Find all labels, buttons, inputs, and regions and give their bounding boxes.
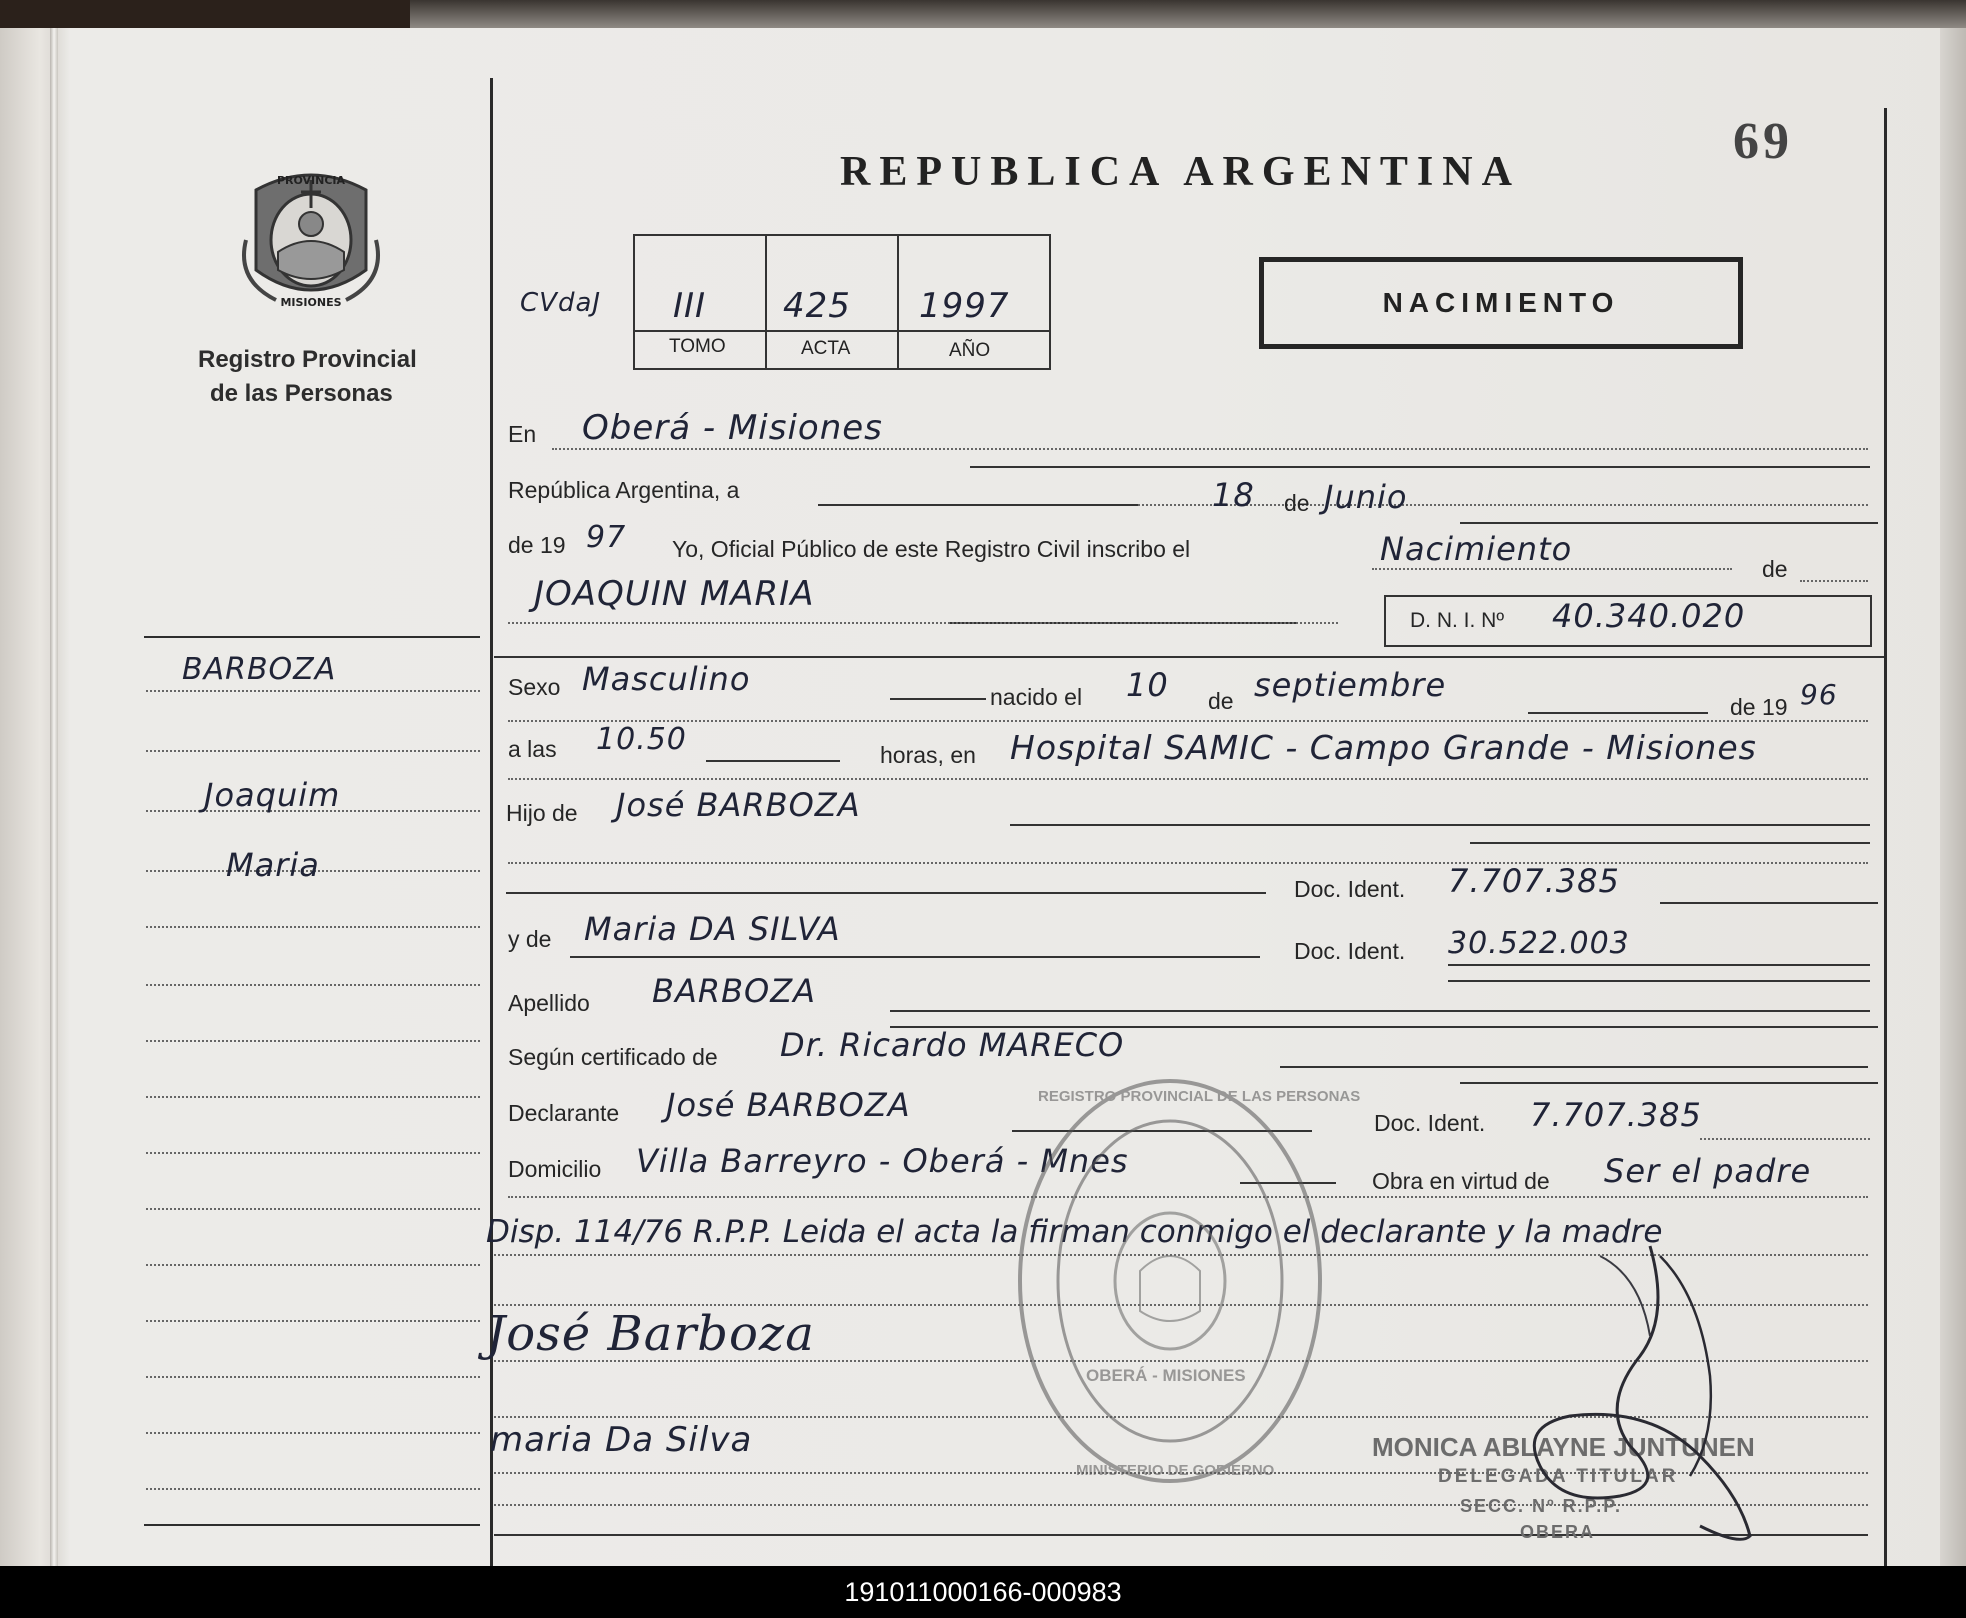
margin-rule — [144, 636, 480, 638]
sexo-rule — [890, 698, 986, 700]
official-name: MONICA ABLAYNE JUNTUNEN — [1372, 1432, 1755, 1462]
margin-line — [146, 1096, 480, 1098]
dni-box — [1384, 595, 1872, 647]
birth-year: 96 — [1800, 678, 1838, 711]
table-divider — [765, 236, 767, 368]
tomo-value: III — [673, 286, 707, 326]
dni-value: 40.340.020 — [1552, 597, 1746, 635]
en-value: Oberá - Misiones — [582, 408, 883, 448]
margin-line — [146, 1376, 480, 1378]
stamp-ring-text: REGISTRO PROVINCIAL DE LAS PERSONAS — [1038, 1088, 1361, 1105]
apellido-value: BARBOZA — [652, 972, 817, 1010]
birth-month-rule — [1528, 712, 1708, 714]
hour-value: 10.50 — [596, 722, 687, 757]
margin-line — [146, 750, 480, 752]
doctor-rule-2 — [1460, 1082, 1878, 1084]
stamp-bottom-text: MINISTERIO DE GOBIERNO — [1076, 1462, 1275, 1479]
yde-label: y de — [508, 926, 552, 952]
margin-line — [146, 1488, 480, 1490]
doc-label-2: Doc. Ident. — [1294, 938, 1406, 964]
mother-doc-rule — [1448, 964, 1870, 966]
mother-doc: 30.522.003 — [1448, 926, 1630, 961]
apellido-rule — [890, 1010, 1870, 1012]
doc-label-3: Doc. Ident. — [1374, 1110, 1486, 1136]
father-line — [508, 862, 1868, 864]
sexo-label: Sexo — [508, 674, 561, 700]
domicilio-value: Villa Barreyro - Oberá - Mnes — [636, 1142, 1129, 1180]
note-line: Disp. 114/76 R.P.P. Leida el acta la firman conmigo el declarante y la madre — [486, 1214, 1663, 1250]
en-rule — [970, 466, 1870, 468]
official-text: Yo, Oficial Público de este Registro Civil inscribo el — [672, 536, 1191, 562]
alas-label: a las — [508, 736, 557, 762]
father-doc-rule — [506, 892, 1266, 894]
right-vertical-rule — [1884, 108, 1887, 1568]
birth-month: septiembre — [1254, 666, 1447, 704]
mother-doc-rule-2 — [1448, 980, 1870, 982]
page-edge — [1940, 28, 1966, 1568]
margin-given-name-1: Joaquim — [204, 776, 341, 814]
month-value: Junio — [1324, 478, 1408, 516]
day-value: 18 — [1212, 476, 1255, 514]
margin-line — [146, 1264, 480, 1266]
margin-rule — [144, 1524, 480, 1526]
place-value: Hospital SAMIC - Campo Grande - Misiones — [1010, 728, 1757, 767]
name-value: JOAQUIN MARIA — [534, 574, 815, 614]
domicilio-label: Domicilio — [508, 1156, 602, 1182]
act-type-label: NACIMIENTO — [1382, 287, 1620, 318]
margin-line — [146, 984, 480, 986]
month-rule — [1460, 522, 1878, 524]
official-city: OBERA — [1520, 1522, 1596, 1542]
republica-label: República Argentina, a — [508, 477, 740, 503]
page-number: 69 — [1733, 113, 1793, 170]
margin-line — [146, 926, 480, 928]
act-line — [1372, 568, 1732, 570]
margin-line — [146, 690, 480, 692]
margin-given-name-2: Maria — [226, 846, 320, 884]
margin-line — [146, 1040, 480, 1042]
margin-line — [146, 1432, 480, 1434]
page-title: REPUBLICA ARGENTINA — [840, 149, 1521, 195]
en-line — [552, 448, 1868, 450]
de-label-2: de — [1762, 556, 1788, 582]
hijo-label: Hijo de — [506, 800, 578, 826]
mother-value: Maria DA SILVA — [584, 910, 841, 948]
date-rule — [818, 504, 1138, 506]
signature-father: José Barboza — [486, 1306, 815, 1362]
de-line — [1800, 580, 1868, 582]
official-title: DELEGADA TITULAR — [1438, 1466, 1679, 1487]
official-office: SECC. Nº R.P.P. — [1460, 1496, 1622, 1516]
seal-top-text: PROVINCIA — [276, 174, 346, 187]
registry-name-line2: de las Personas — [210, 380, 393, 407]
horas-label: horas, en — [880, 742, 976, 768]
acta-value: 425 — [783, 286, 851, 326]
acta-label: ACTA — [801, 338, 851, 359]
nacido-label: nacido el — [990, 684, 1083, 710]
official-signature-icon — [1500, 1236, 1800, 1556]
year-prefix-label: de 19 — [508, 532, 566, 558]
obra-label: Obra en virtud de — [1372, 1168, 1550, 1194]
act-value: Nacimiento — [1380, 530, 1573, 568]
de-label-3: de — [1208, 688, 1234, 714]
birth-day: 10 — [1126, 666, 1169, 704]
segun-label: Según certificado de — [508, 1044, 718, 1070]
name-line — [508, 622, 1338, 624]
declarante-line — [1700, 1138, 1870, 1140]
tomo-label: TOMO — [669, 336, 726, 357]
hour-rule — [706, 760, 840, 762]
margin-line — [146, 1320, 480, 1322]
declarante-label: Declarante — [508, 1100, 620, 1126]
margin-line — [146, 1208, 480, 1210]
record-prefix: CVdaJ — [520, 288, 602, 318]
doctor-value: Dr. Ricardo MARECO — [780, 1026, 1125, 1064]
obra-value: Ser el padre — [1604, 1152, 1812, 1190]
ano-label: AÑO — [949, 340, 991, 361]
doc-label: Doc. Ident. — [1294, 876, 1406, 902]
hour-line — [508, 778, 1868, 780]
record-table — [633, 234, 1051, 370]
en-label: En — [508, 421, 537, 447]
sexo-value: Masculino — [582, 660, 751, 698]
father-value: José BARBOZA — [616, 786, 861, 824]
declarante-value: José BARBOZA — [666, 1086, 911, 1124]
table-divider — [897, 236, 899, 368]
ano-value: 1997 — [919, 286, 1010, 326]
doctor-rule — [1280, 1066, 1868, 1068]
father-rule — [1010, 824, 1870, 826]
dni-label: D. N. I. Nº — [1410, 609, 1505, 632]
sexo-line — [508, 720, 1868, 722]
declarante-doc: 7.707.385 — [1530, 1096, 1702, 1134]
father-doc-rule-2 — [1660, 902, 1878, 904]
section-rule — [494, 656, 1884, 658]
de-label: de — [1284, 490, 1310, 516]
signature-mother: maria Da Silva — [490, 1420, 753, 1460]
father-rule-2 — [1470, 842, 1870, 844]
year-value: 97 — [586, 520, 627, 555]
image-id-footer — [0, 1566, 1966, 1618]
seal-bottom-text: MISIONES — [280, 296, 342, 309]
birth-year-prefix: de 19 — [1730, 694, 1788, 720]
mother-rule — [570, 956, 1260, 958]
image-id: 191011000166-000983 — [844, 1576, 1122, 1607]
table-row-divider — [635, 330, 1049, 332]
father-doc: 7.707.385 — [1448, 862, 1620, 900]
margin-surname: BARBOZA — [182, 652, 337, 687]
apellido-label: Apellido — [508, 990, 590, 1016]
provincial-seal-icon — [236, 160, 386, 320]
round-official-stamp-icon — [1010, 1066, 1361, 1496]
registry-name-line1: Registro Provincial — [198, 346, 417, 373]
book-binding — [50, 28, 58, 1568]
stamp-inner-text: OBERÁ - MISIONES — [1086, 1366, 1246, 1385]
margin-line — [146, 1152, 480, 1154]
act-type-box — [1259, 257, 1743, 349]
